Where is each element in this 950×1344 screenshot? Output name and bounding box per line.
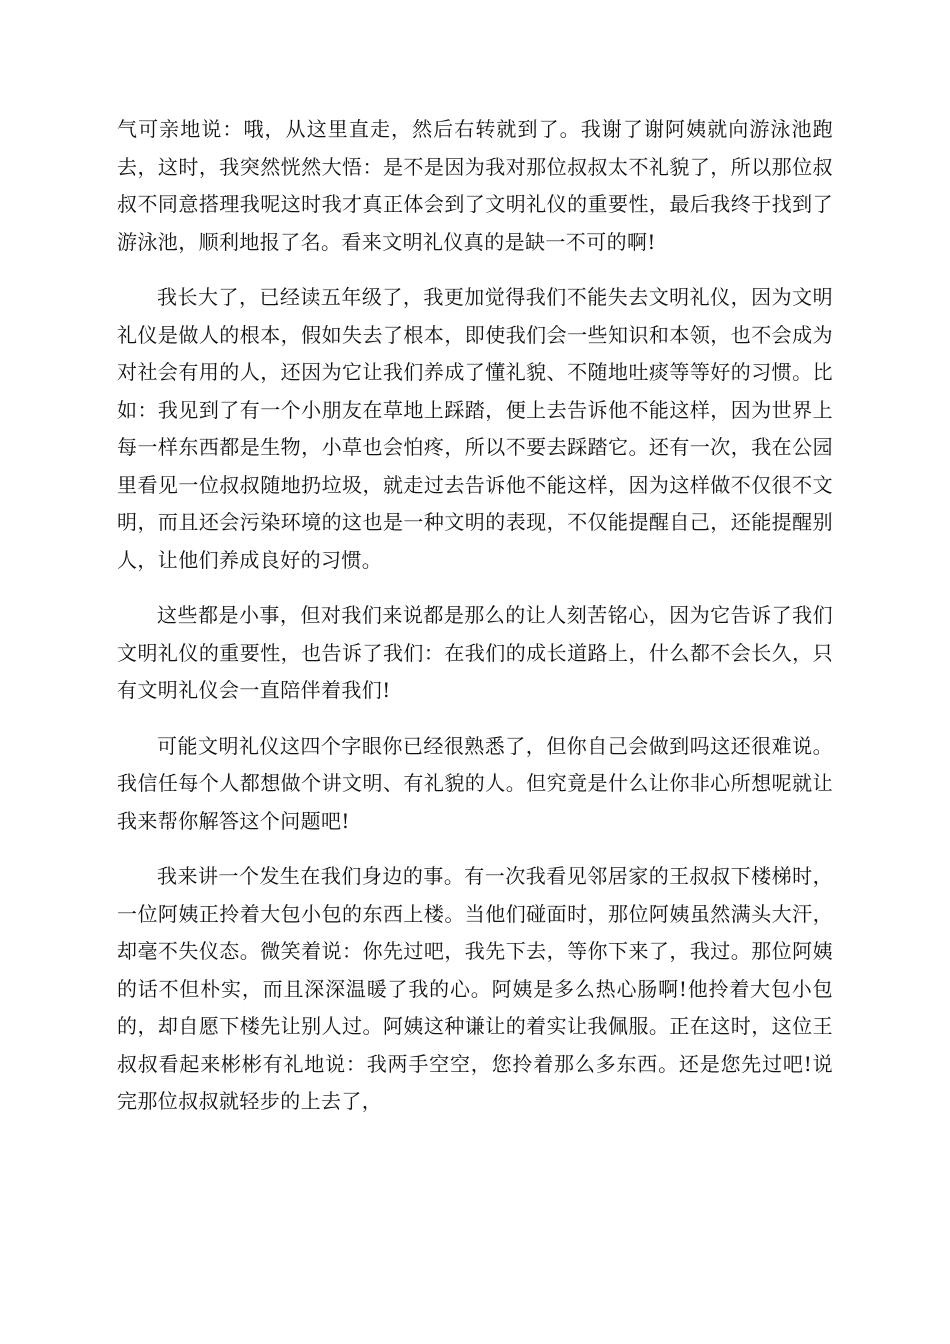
paragraph-story: 我来讲一个发生在我们身边的事。有一次我看见邻居家的王叔叔下楼梯时，一位阿姨正拎着大包小包的东西上楼。当他们碰面时，那位阿姨虽然满头大汗，却毫不失仪态。微笑着说：你先过吧，我先下去，等你下来了，我过。那位阿姨的话不但朴实，而且深深温暖了我的心。阿姨是多么热心肠啊!他拎着大包小包的，却自愿下楼先让别人过。阿姨这种谦让的着实让我佩服。正在这时，这位王叔叔看起来彬彬有礼地说：我两手空空，您拎着那么多东西。还是您先过吧!说完那位叔叔就轻步的上去了， [117,864,833,1113]
paragraph-question: 可能文明礼仪这四个字眼你已经很熟悉了，但你自己会做到吗这还很难说。我信任每个人都想做个讲文明、有礼貌的人。但究竟是什么让你非心所想呢就让我来帮你解答这个问题吧! [117,733,833,833]
paragraph-continued: 气可亲地说：哦，从这里直走，然后右转就到了。我谢了谢阿姨就向游泳池跑去，这时，我突然恍然大悟：是不是因为我对那位叔叔太不礼貌了，所以那位叔叔不同意搭理我呢这时我才真正体会到了文明礼仪的重要性，最后我终于找到了游泳池，顺利地报了名。看来文明礼仪真的是缺一不可的啊! [117,117,833,254]
paragraph-growing-up: 我长大了，已经读五年级了，我更加觉得我们不能失去文明礼仪，因为文明礼仪是做人的根本，假如失去了根本，即使我们会一些知识和本领，也不会成为对社会有用的人，还因为它让我们养成了懂礼貌、不随地吐痰等等好的习惯。比如：我见到了有一个小朋友在草地上踩踏，便上去告诉他不能这样，因为世界上每一样东西都是生物，小草也会怕疼，所以不要去踩踏它。还有一次，我在公园里看见一位叔叔随地扔垃圾，就走过去告诉他不能这样，因为这样做不仅很不文明，而且还会污染环境的这也是一种文明的表现，不仅能提醒自己，还能提醒别人，让他们养成良好的习惯。 [117,285,833,572]
document-body [117,111,833,1139]
paragraph-small-things: 这些都是小事，但对我们来说都是那么的让人刻苦铭心，因为它告诉了我们文明礼仪的重要性，也告诉了我们：在我们的成长道路上，什么都不会长久，只有文明礼仪会一直陪伴着我们! [117,603,833,702]
